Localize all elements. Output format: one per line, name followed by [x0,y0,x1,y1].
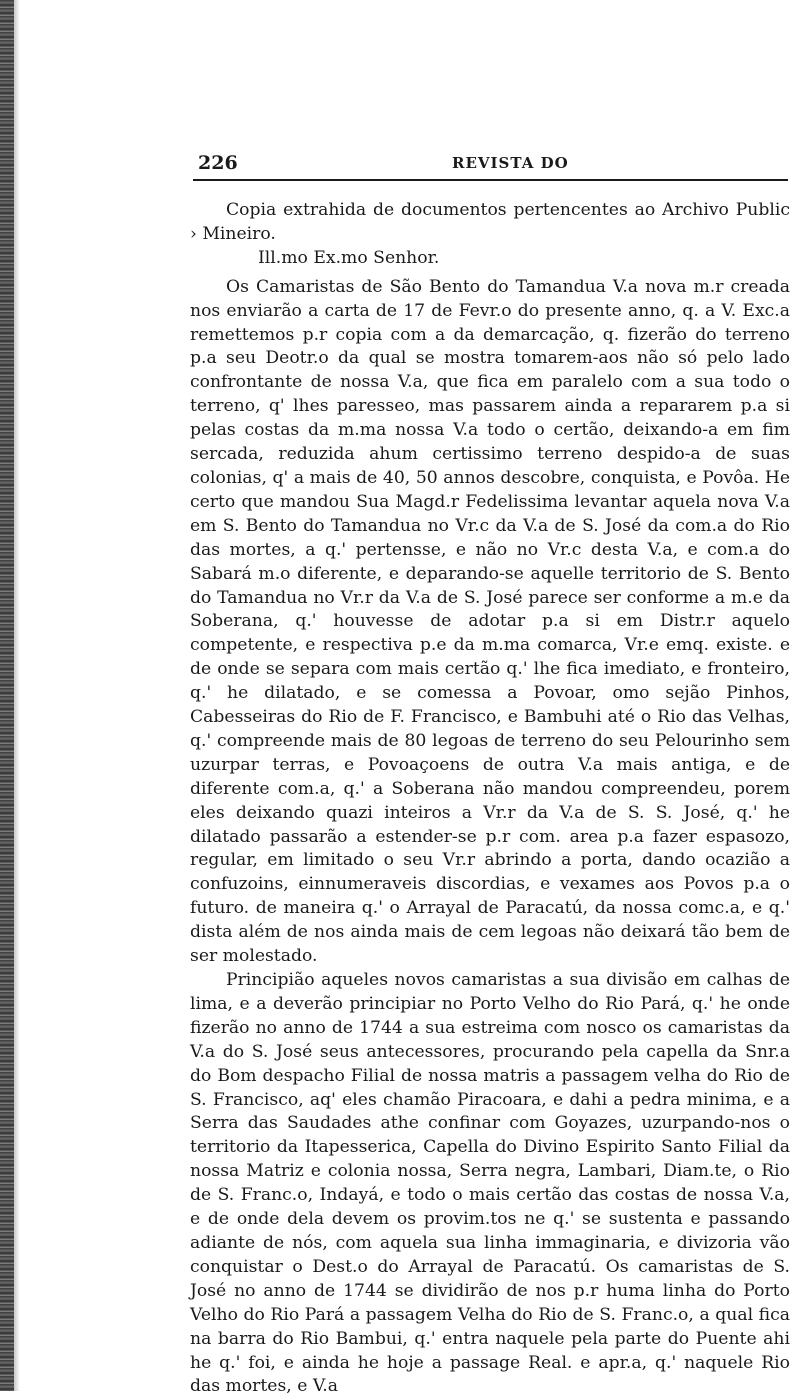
binding-shadow [14,0,20,1391]
running-head: REVISTA DO [452,154,569,172]
page [190,150,790,1399]
document-body [190,199,790,1399]
paragraph-2: Principião aqueles novos camaristas a sua divisão em calhas de lima, e a deverão principiar no Porto Velho do Rio Pará, q.' he onde fizerão no anno de 1744 a sua estreima com nosco os camaristas da V.a do S. José seus antecessores, procurando pela capella da Snr.a do Bom despacho Filial de nossa matris a passagem velha do Rio de S. Francisco, aq' eles chamão Piracoara, e dahi a pedra minima, e a Serra das Saudades athe confinar com Goyazes, uzurpando-nos o territorio da Itapesserica, Capella do Divino Espirito Santo Filial da nossa Matriz e colonia nossa, Serra negra, Lambari, Diam.te, o Rio de S. Franc.o, Indayá, e todo o mais certão das costas de nossa V.a, e de onde dela devem os provim.tos ne q.' se sustenta e passando adiante de nós, com aquela sua linha immaginaria, e divizoria vão conquistar o Dest.o do Arrayal de Paracatú. Os camaristas de S. José no anno de 1744 se dividirão de nos p.r huma linha do Porto Velho do Rio Pará a passagem Velha do Rio de S. Franc.o, a qual fica na barra do Rio Bambui, q.' entra naquele pela parte do Puente ahi he q.' foi, e ainda he hoje a passage Real. e apr.a, q.' naquele Rio das mortes, e V.a [190,970,790,1397]
paragraph-1: Os Camaristas de São Bento do Tamandua V.a nova m.r creada nos enviarão a carta de 17 de Fevr.o do presente anno, q. a V. Exc.a remettemos p.r copia com a da demarcação, q. fizerão do terreno p.a seu Deotr.o da qual se mostra tomarem-aos não só pelo lado confrontante de nossa V.a, que fica em paralelo com a sua todo o terreno, q' lhes paresseo, mas passarem ainda a repararem p.a si pelas costas da m.ma nossa V.a todo o certão, deixando-a em fim sercada, reduzida ahum certissimo terreno despido-a de suas colonias, q' a mais de 40, 50 annos descobre, conquista, e Povôa. He certo que mandou Sua Magd.r Fedelissima levantar aquela nova V.a em S. Bento do Tamandua no Vr.c da V.a de S. José da com.a do Rio das mortes, a q.' pertensse, e não no Vr.c desta V.a, e com.a do Sabará m.o diferente, e deparando-se aquelle territorio de S. Bento do Tamandua no Vr.r da V.a de S. José parece ser conforme a m.e da Soberana, q.' houvesse de adotar p.a si em Distr.r aquelo competente, e respectiva p.e da m.ma comarca, Vr.e emq. existe. e de onde se separa com mais certão q.' lhe fica imediato, e fronteiro, q.' he dilatado, e se comessa a Povoar, omo sejão Pinhos, Cabesseiras do Rio de F. Francisco, e Bambuhi até o Rio das Velhas, q.' compreende mais de 80 legoas de terreno do seu Pelourinho sem uzurpar terras, e Povoaçoens de outra V.a mais antiga, e de diferente com.a, q.' a Soberana não mandou compreendeu, porem eles deixando quazi inteiros a Vr.r da V.a de S. S. José, q.' he dilatado passarão a estender-se p.r com. area p.a fazer espasozo, regular, em limitado o seu Vr.r abrindo a porta, dando ocazião a confuzoins, einnumeraveis discordias, e vexames aos Povos p.a o futuro. de maneira q.' o Arrayal de Paracatú, da nossa comc.a, e q.' dista além de nos ainda mais de cem legoas não deixará tão bem de ser molestado. [190,276,790,967]
book-binding-edge [0,0,14,1391]
salutation: Ill.mo Ex.mo Senhor. [258,247,440,268]
intro-paragraph: Copia extrahida de documentos pertencentes ao Archivo Public › Mineiro. [190,200,790,244]
page-number: 226 [198,152,238,174]
header-rule [193,179,788,181]
page-header [190,150,790,174]
